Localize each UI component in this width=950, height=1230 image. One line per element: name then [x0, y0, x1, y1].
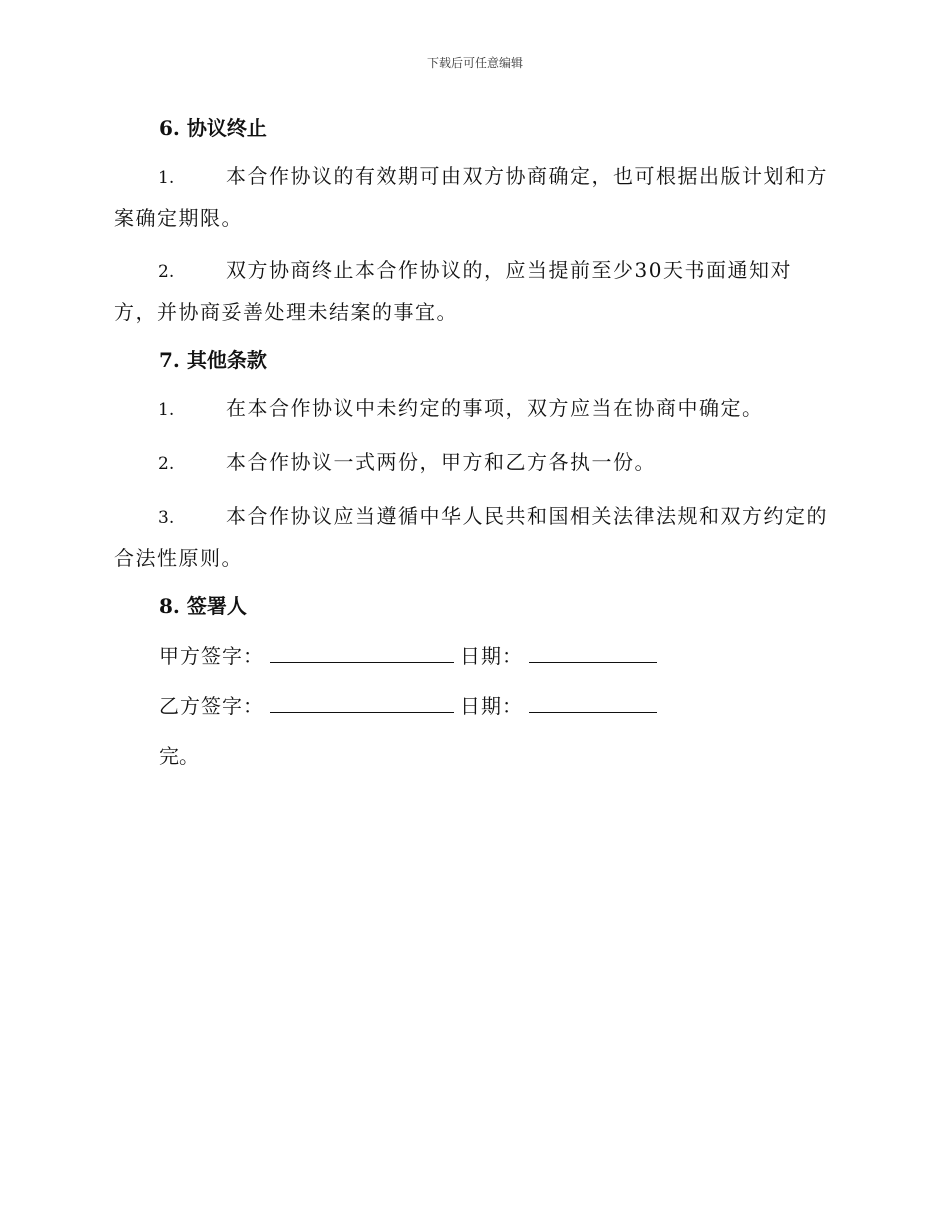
party-b-label: 乙方签字：: [159, 694, 264, 718]
party-a-signature-line: [270, 642, 454, 663]
clause-text: 本合作协议应当遵循中华人民共和国相关法律法规和双方约定的合法性原则。: [114, 504, 828, 570]
date-label: 日期：: [460, 644, 523, 668]
clause-number: 2.: [158, 454, 175, 474]
date-label: 日期：: [460, 694, 523, 718]
clause-number: 1.: [158, 168, 175, 188]
party-a-date-line: [529, 642, 657, 663]
party-a-label: 甲方签字：: [159, 644, 264, 668]
other-clause-1: [114, 388, 834, 430]
clause-text: 本合作协议一式两份，甲方和乙方各执一份。: [226, 450, 656, 474]
other-clause-3: [114, 496, 834, 578]
document-body: [114, 112, 834, 772]
party-b-signature-line: [270, 692, 454, 713]
end-mark: 完。: [159, 744, 199, 768]
termination-clause-1: [114, 156, 834, 238]
clause-number: 3.: [158, 508, 175, 528]
section-other-title: 7. 其他条款: [159, 348, 267, 372]
clause-number: 1.: [158, 400, 175, 420]
clause-text: 在本合作协议中未约定的事项，双方应当在协商中确定。: [226, 396, 764, 420]
page-header: 下载后可任意编辑: [426, 56, 523, 70]
section-signers-title: 8. 签署人: [159, 594, 247, 618]
clause-text: 双方协商终止本合作协议的，应当提前至少30天书面通知对方，并协商妥善处理未结案的事宜。: [114, 258, 792, 324]
section-termination-title: 6. 协议终止: [159, 116, 267, 140]
clause-number: 2.: [158, 262, 175, 282]
party-b-date-line: [529, 692, 657, 713]
clause-text: 本合作协议的有效期可由双方协商确定，也可根据出版计划和方案确定期限。: [114, 164, 828, 230]
party-b-signature-row: [159, 690, 834, 722]
other-clause-2: [114, 442, 834, 484]
party-a-signature-row: [159, 640, 834, 672]
termination-clause-2: [114, 250, 834, 332]
